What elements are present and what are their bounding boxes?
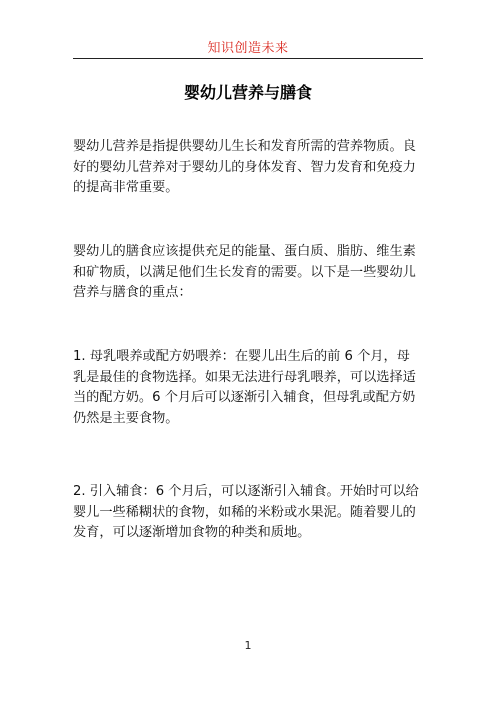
document-title: 婴幼儿营养与膳食 (183, 83, 312, 102)
paragraph-intro: 婴幼儿营养是指提供婴幼儿生长和发育所需的营养物质。良好的婴幼儿营养对于婴幼儿的身体发育、智力发育和免疫力的提高非常重要。 (73, 139, 416, 195)
page-number: 1 (244, 639, 252, 652)
paragraph-point-1: 1. 母乳喂养或配方奶喂养：在婴儿出生后的前 6 个月，母乳是最佳的食物选择。如果无法进行母乳喂养，可以选择适当的配方奶。6 个月后可以逐渐引入辅食，但母乳或配方奶仍然是主要食物。 (73, 349, 416, 426)
paragraph-diet: 婴幼儿的膳食应该提供充足的能量、蛋白质、脂肪、维生素和矿物质，以满足他们生长发育的需要。以下是一些婴幼儿营养与膳食的重点： (73, 244, 416, 300)
header-divider (73, 58, 423, 59)
header-brand: 知识创造未来 (207, 41, 289, 56)
paragraph-point-2: 2. 引入辅食：6 个月后，可以逐渐引入辅食。开始时可以给婴儿一些稀糊状的食物，如稀的米粉或水果泥。随着婴儿的发育，可以逐渐增加食物的种类和质地。 (73, 484, 419, 540)
